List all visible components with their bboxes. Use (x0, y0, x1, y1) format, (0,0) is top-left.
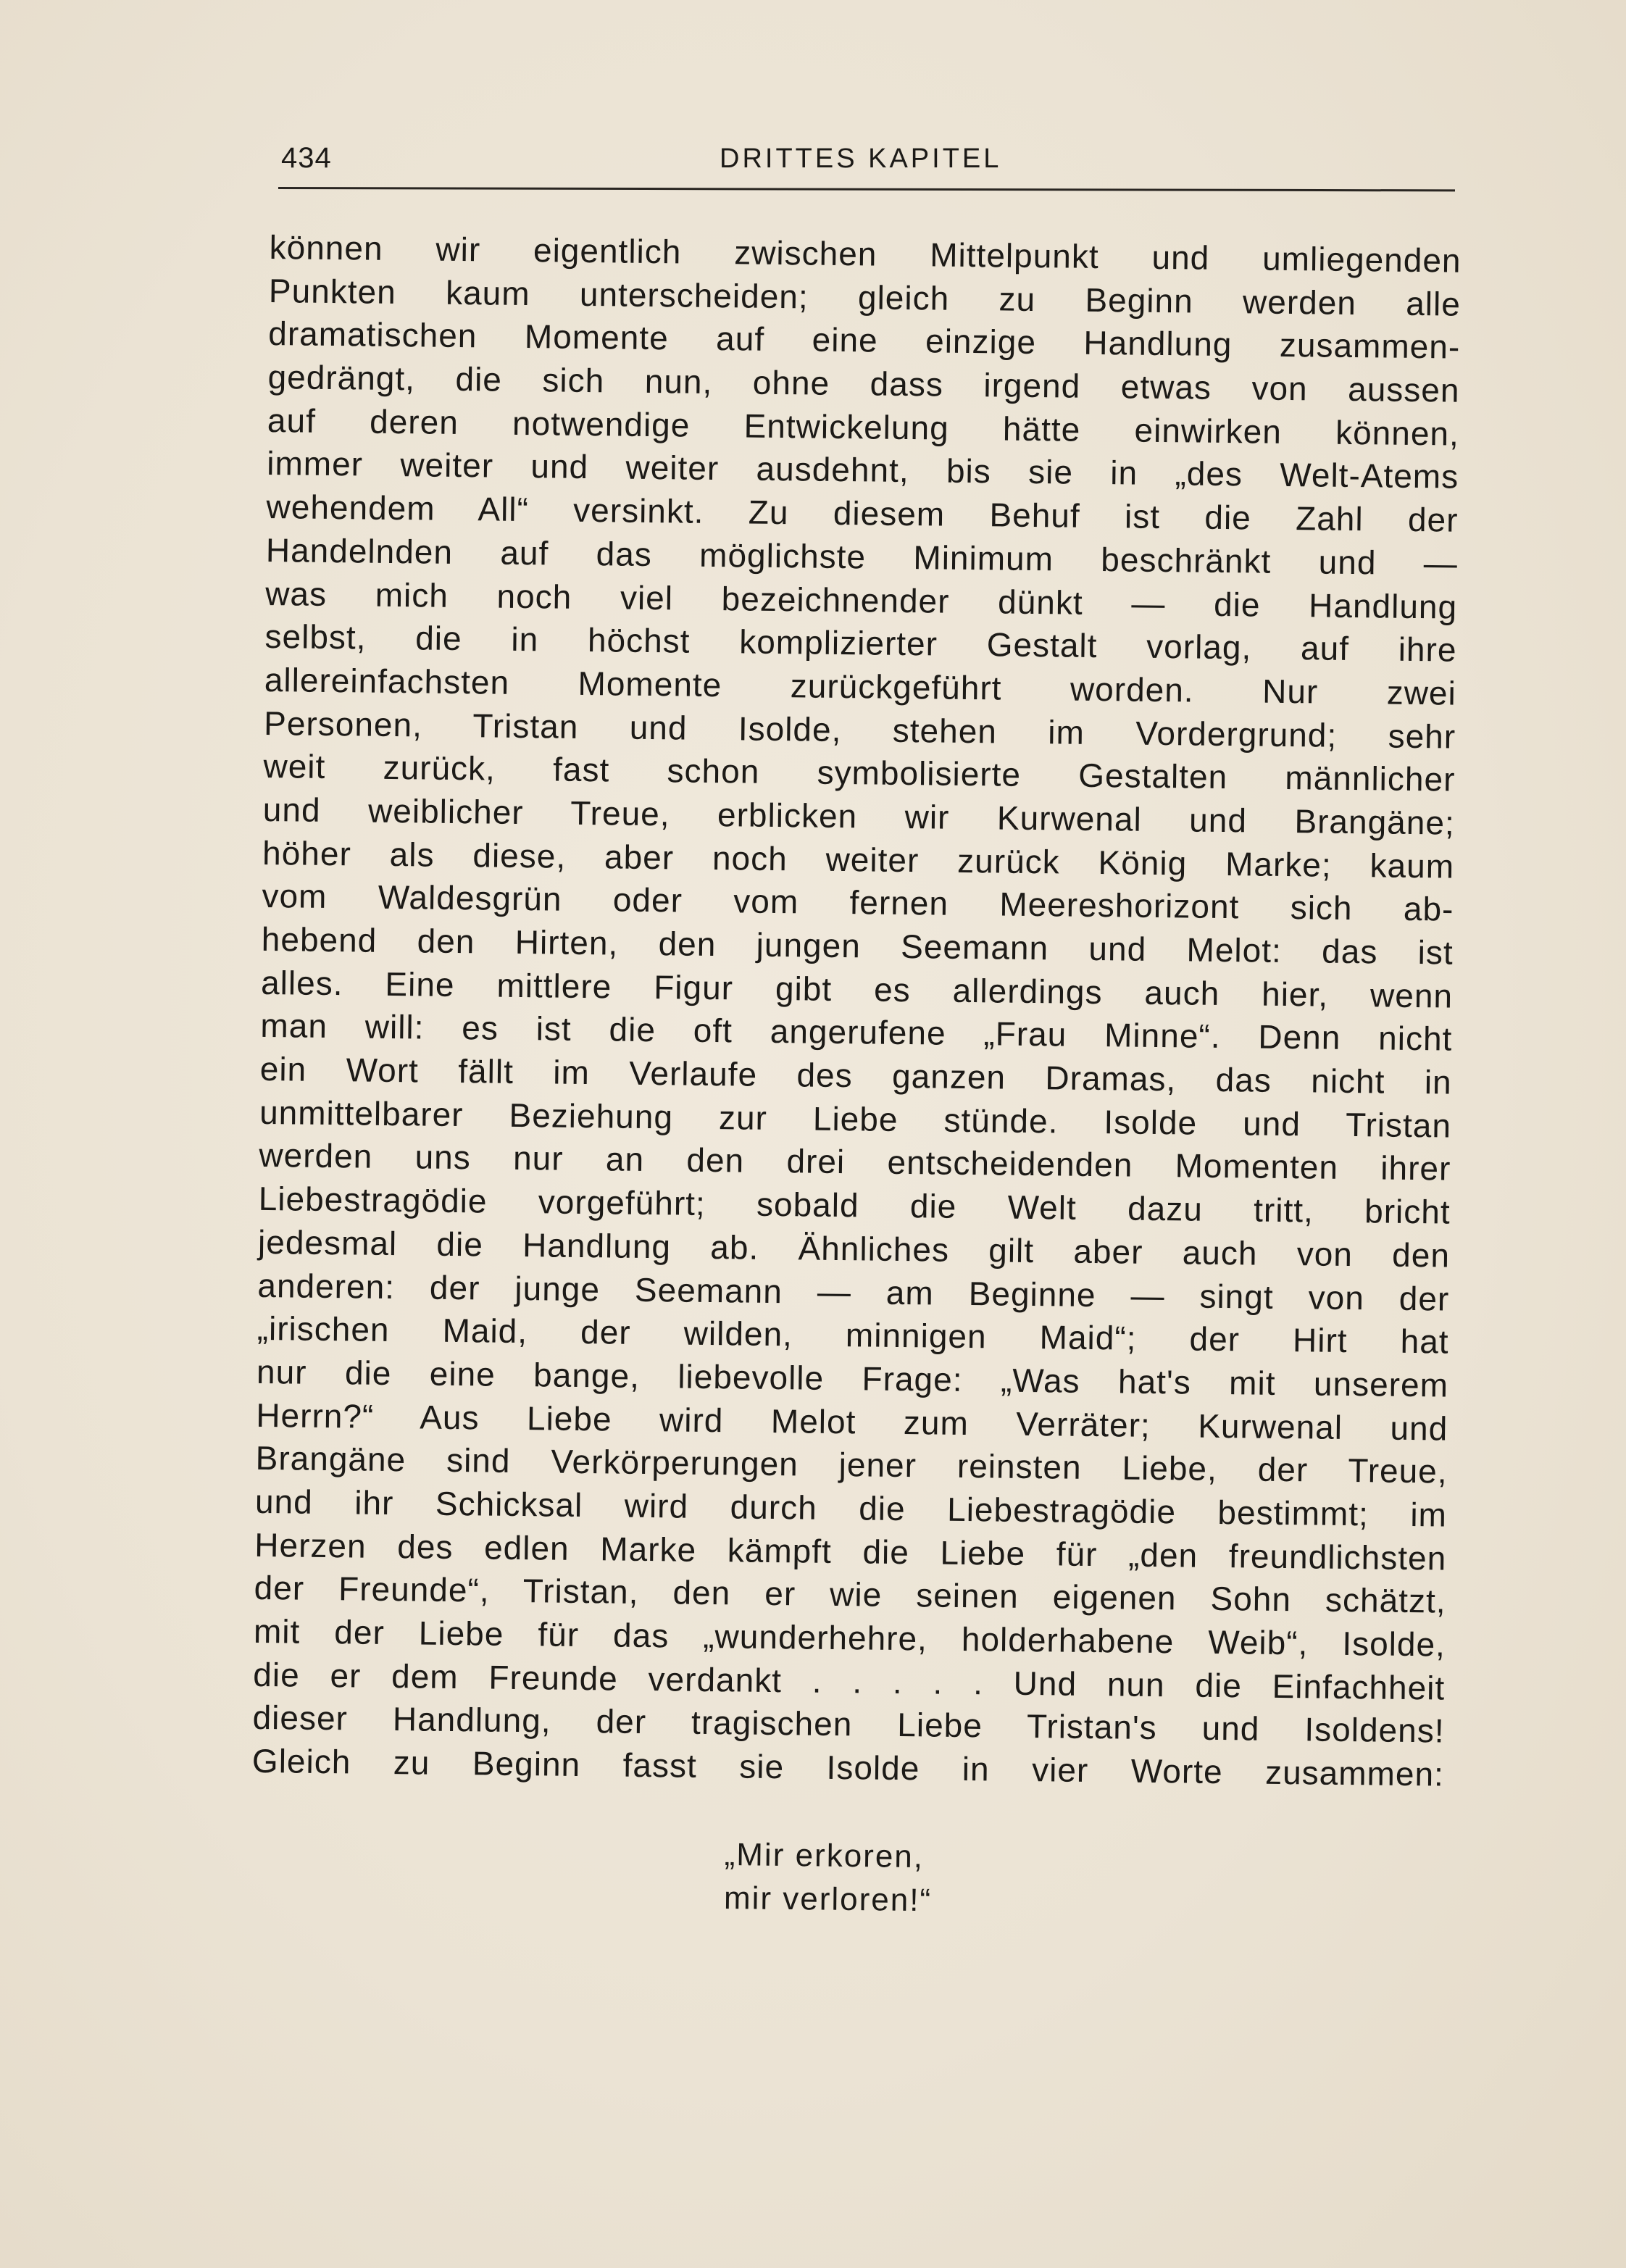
text-line: weit zurück, fast schon symbolisierte Gestalten männlicher (263, 747, 1456, 799)
text-line: dieser Handlung, der tragischen Liebe Tristan's und Isoldens! (252, 1698, 1445, 1750)
text-line: die er dem Freunde verdankt . . . . . Und nun die Einfachheit (253, 1655, 1446, 1707)
text-line: „irischen Maid, der wilden, minnigen Maid“; der Hirt hat (257, 1309, 1449, 1361)
text-line: vom Waldesgrün oder vom fernen Meereshorizont sich ab- (262, 877, 1454, 928)
text-line: man will: es ist die oft angerufene „Frau Minne“. Denn nicht (260, 1006, 1453, 1058)
text-line: immer weiter und weiter ausdehnt, bis sie in „des Welt-Atems (266, 444, 1459, 496)
text-line: anderen: der junge Seemann — am Beginne — singt von der (257, 1266, 1450, 1318)
text-line: Personen, Tristan und Isolde, stehen im Vordergrund; sehr (263, 704, 1456, 756)
text-line: Herrn?“ Aus Liebe wird Melot zum Verräter; Kurwenal und (256, 1396, 1448, 1448)
body-text (252, 226, 1462, 1796)
text-line: Herzen des edlen Marke kämpft die Liebe für „den freundlichsten (254, 1525, 1447, 1577)
text-line: was mich noch viel bezeichnender dünkt — die Handlung (264, 574, 1458, 626)
text-line: ein Wort fällt im Verlaufe des ganzen Dramas, das nicht in (259, 1049, 1452, 1101)
page-number: 434 (281, 142, 332, 174)
text-line: mit der Liebe für das „wunderhehre, holderhabene Weib“, Isolde, (253, 1612, 1446, 1664)
text-line: Punkten kaum unterscheiden; gleich zu Beginn werden alle (268, 271, 1462, 323)
text-line: nur die eine bange, liebevolle Frage: „Was hat's mit unserem (256, 1352, 1449, 1404)
text-line: wehendem All“ versinkt. Zu diesem Behuf ist die Zahl der (266, 488, 1459, 539)
verse-line: mir verloren!“ (723, 1880, 933, 1919)
text-line: selbst, die in höchst komplizierter Gestalt vorlag, auf ihre (264, 617, 1457, 669)
text-line: Handelnden auf das möglichste Minimum beschränkt und — (265, 530, 1459, 583)
text-line: Gleich zu Beginn fasst sie Isolde in vier Worte zusammen: (251, 1741, 1445, 1793)
text-line: hebend den Hirten, den jungen Seemann und Melot: das ist (261, 920, 1454, 972)
text-line: auf deren notwendige Entwickelung hätte einwirken können, (267, 401, 1460, 453)
text-line: jedesmal die Handlung ab. Ähnliches gilt aber auch von den (257, 1222, 1451, 1275)
running-head: DRITTES KAPITEL (720, 143, 1002, 174)
text-line: werden uns nur an den drei entscheidenden Momenten ihrer (259, 1136, 1451, 1188)
text-line: und ihr Schicksal wird durch die Liebestragödie bestimmt; im (254, 1482, 1448, 1534)
text-line: alles. Eine mittlere Figur gibt es allerdings auch hier, wenn (260, 963, 1454, 1015)
text-line: Brangäne sind Verkörperungen jener reinsten Liebe, der Treue, (255, 1439, 1448, 1491)
text-line: Liebestragödie vorgeführt; sobald die Welt dazu tritt, bricht (258, 1180, 1451, 1231)
text-line: unmittelbarer Beziehung zur Liebe stünde. Isolde und Tristan (259, 1093, 1452, 1145)
header-rule (278, 187, 1455, 191)
page-header (281, 142, 1458, 180)
text-line: und weiblicher Treue, erblicken wir Kurwenal und Brangäne; (262, 790, 1456, 842)
text-line: gedrängt, die sich nun, ohne dass irgend etwas von aussen (267, 358, 1460, 409)
verse-quote (724, 1833, 1029, 1924)
text-line: höher als diese, aber noch weiter zurück König Marke; kaum (262, 833, 1455, 885)
text-line: können wir eigentlich zwischen Mittelpunkt und umliegenden (269, 228, 1462, 280)
text-line: dramatischen Momente auf eine einzige Handlung zusammen- (268, 314, 1461, 367)
text-line: der Freunde“, Tristan, den er wie seinen eigenen Sohn schätzt, (254, 1569, 1446, 1620)
verse-line: „Mir erkoren, (724, 1836, 925, 1875)
text-line: allereinfachsten Momente zurückgeführt worden. Nur zwei (264, 660, 1457, 712)
